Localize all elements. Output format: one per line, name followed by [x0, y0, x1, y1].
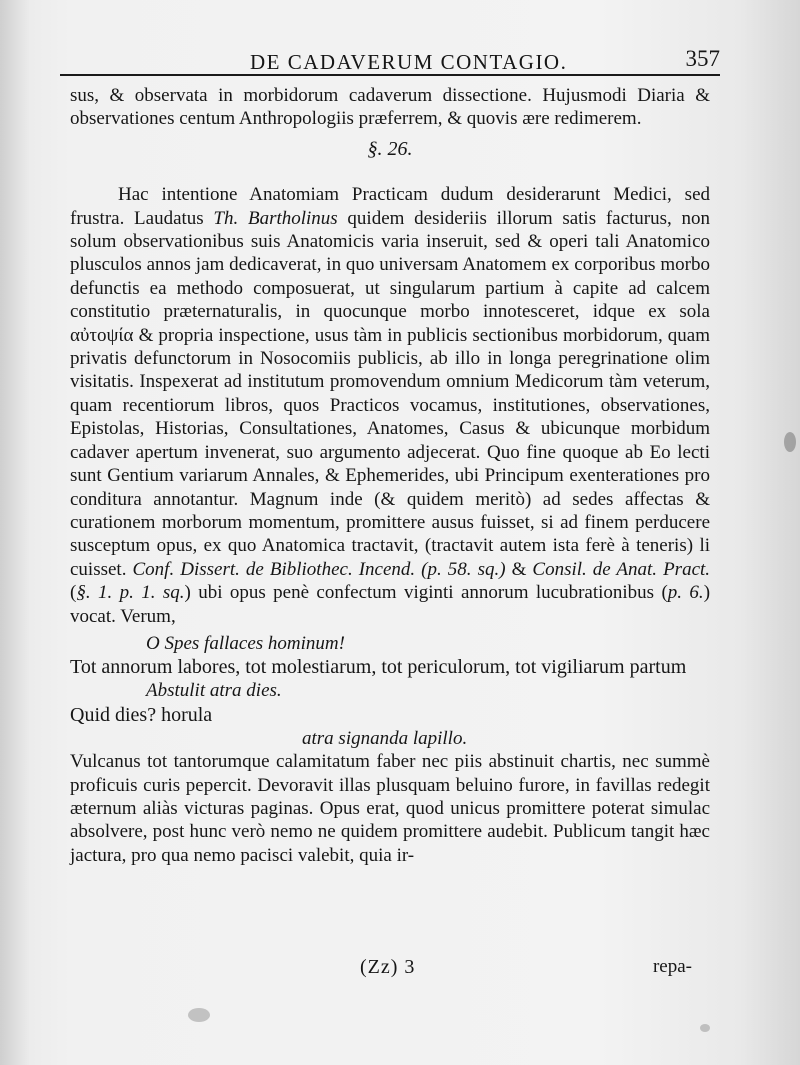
running-head: DE CADAVERUM CONTAGIO.: [250, 50, 568, 74]
citation: §. 1. p. 1. sq.: [76, 582, 185, 604]
verse-line: O Spes fallaces hominum!: [146, 632, 345, 654]
text-run: &: [505, 558, 533, 580]
paper-stain: [784, 432, 796, 452]
text-run: ) ubi opus penè confectum viginti annorum lucubrationibus (: [184, 582, 668, 604]
page-number: 357: [685, 46, 720, 71]
paragraph-26: [70, 183, 710, 628]
page-header: [60, 44, 720, 76]
text-run: ) vocat. Verum,: [70, 582, 711, 627]
prose-line: Quid dies? horula: [70, 703, 213, 726]
signature-mark: (Zz) 3: [360, 956, 416, 978]
citation: Consil. de Anat. Pract.: [532, 558, 711, 580]
catchword: repa-: [652, 956, 692, 977]
paper-stain: [700, 1024, 710, 1032]
text-run: Hac intentione Anatomiam Practicam dudum desiderarunt Medici, sed frustra. Laudatus: [70, 184, 710, 229]
prose-line: Tot annorum labores, tot molestiarum, tot periculorum, tot vigiliarum partum: [70, 656, 687, 679]
opening-paragraph: sus, & observata in morbidorum cadaverum dissectione. Hujusmodi Diaria & observationes centum Anthropologiis præferrem, & quovis ære redimerem.: [70, 85, 710, 130]
greek-word: αὐτοψία: [70, 324, 134, 346]
text-run: (: [70, 582, 77, 604]
body-text: [70, 84, 710, 867]
paper-stain: [188, 1008, 210, 1022]
closing-paragraph: Vulcanus tot tantorumque calamitatum faber nec piis abstinuit chartis, nec summè proficuis curis pepercit. Devoravit illas plusquam beluino furore, in favillas redegit æternum aliàs victuras paginas. Opus erat, quod unicus promittere poterat simulac absolvere, post hunc verò nemo ne quidem promittere audebit. Publicum tangit hæc jactura, pro qua nemo pacisci valebit, quia ir-: [70, 751, 710, 866]
author-name: Th. Bartholinus: [213, 207, 338, 229]
text-run: & propria inspectione, usus tàm in publicis sectionibus morbidorum, quam privatis defunctorum in Nosocomiis publicis, ab illo in longa peregrinatione olim visitatis. Inspexerat ad institutum promovendum omnium Medicorum tàm veterum, quam recentiorum libros, quos Practicos vocamus, institutiones, observationes, Epistolas, Historias, Consultationes, Anatomes, Casus & ubicunque morbidum cadaver apertum invenerat, suo argumento adjecerat. Quo fine quoque ab Eo lecti sunt Gentium variarum Annales, & Ephemerides, ubi Principum exenterationes pro conditura annotantur. Magnum inde (& quidem meritò) ad sedes affectas & curationem morborum momentum, promittere ausus fuisset, si ad finem perducere susceptum opus, ex quo Anatomica tractavit, (tractavit autem ista ferè à teneris) li cuisset.: [70, 324, 710, 580]
verse-line: Abstulit atra dies.: [146, 680, 282, 702]
citation: Conf. Dissert. de Bibliothec. Incend. (p. 58. sq.): [132, 558, 506, 580]
verse-line: atra signanda lapillo.: [302, 727, 468, 749]
text-run: quidem desideriis illorum satis facturus, non solum observationibus suis Anatomicis varia inseruit, sed & operi tali Anatomico plusculos annos jam dedicaverat, in quo universam Anatomem ex corporibus morbo defunctis ea methodo composuerat, ut singularum partium à capite ad calcem constitutio præternaturalis, in quocunque morbo innotesceret, idque ex sola: [70, 207, 710, 323]
section-heading: §. 26.: [367, 137, 413, 160]
citation: p. 6.: [667, 582, 704, 604]
